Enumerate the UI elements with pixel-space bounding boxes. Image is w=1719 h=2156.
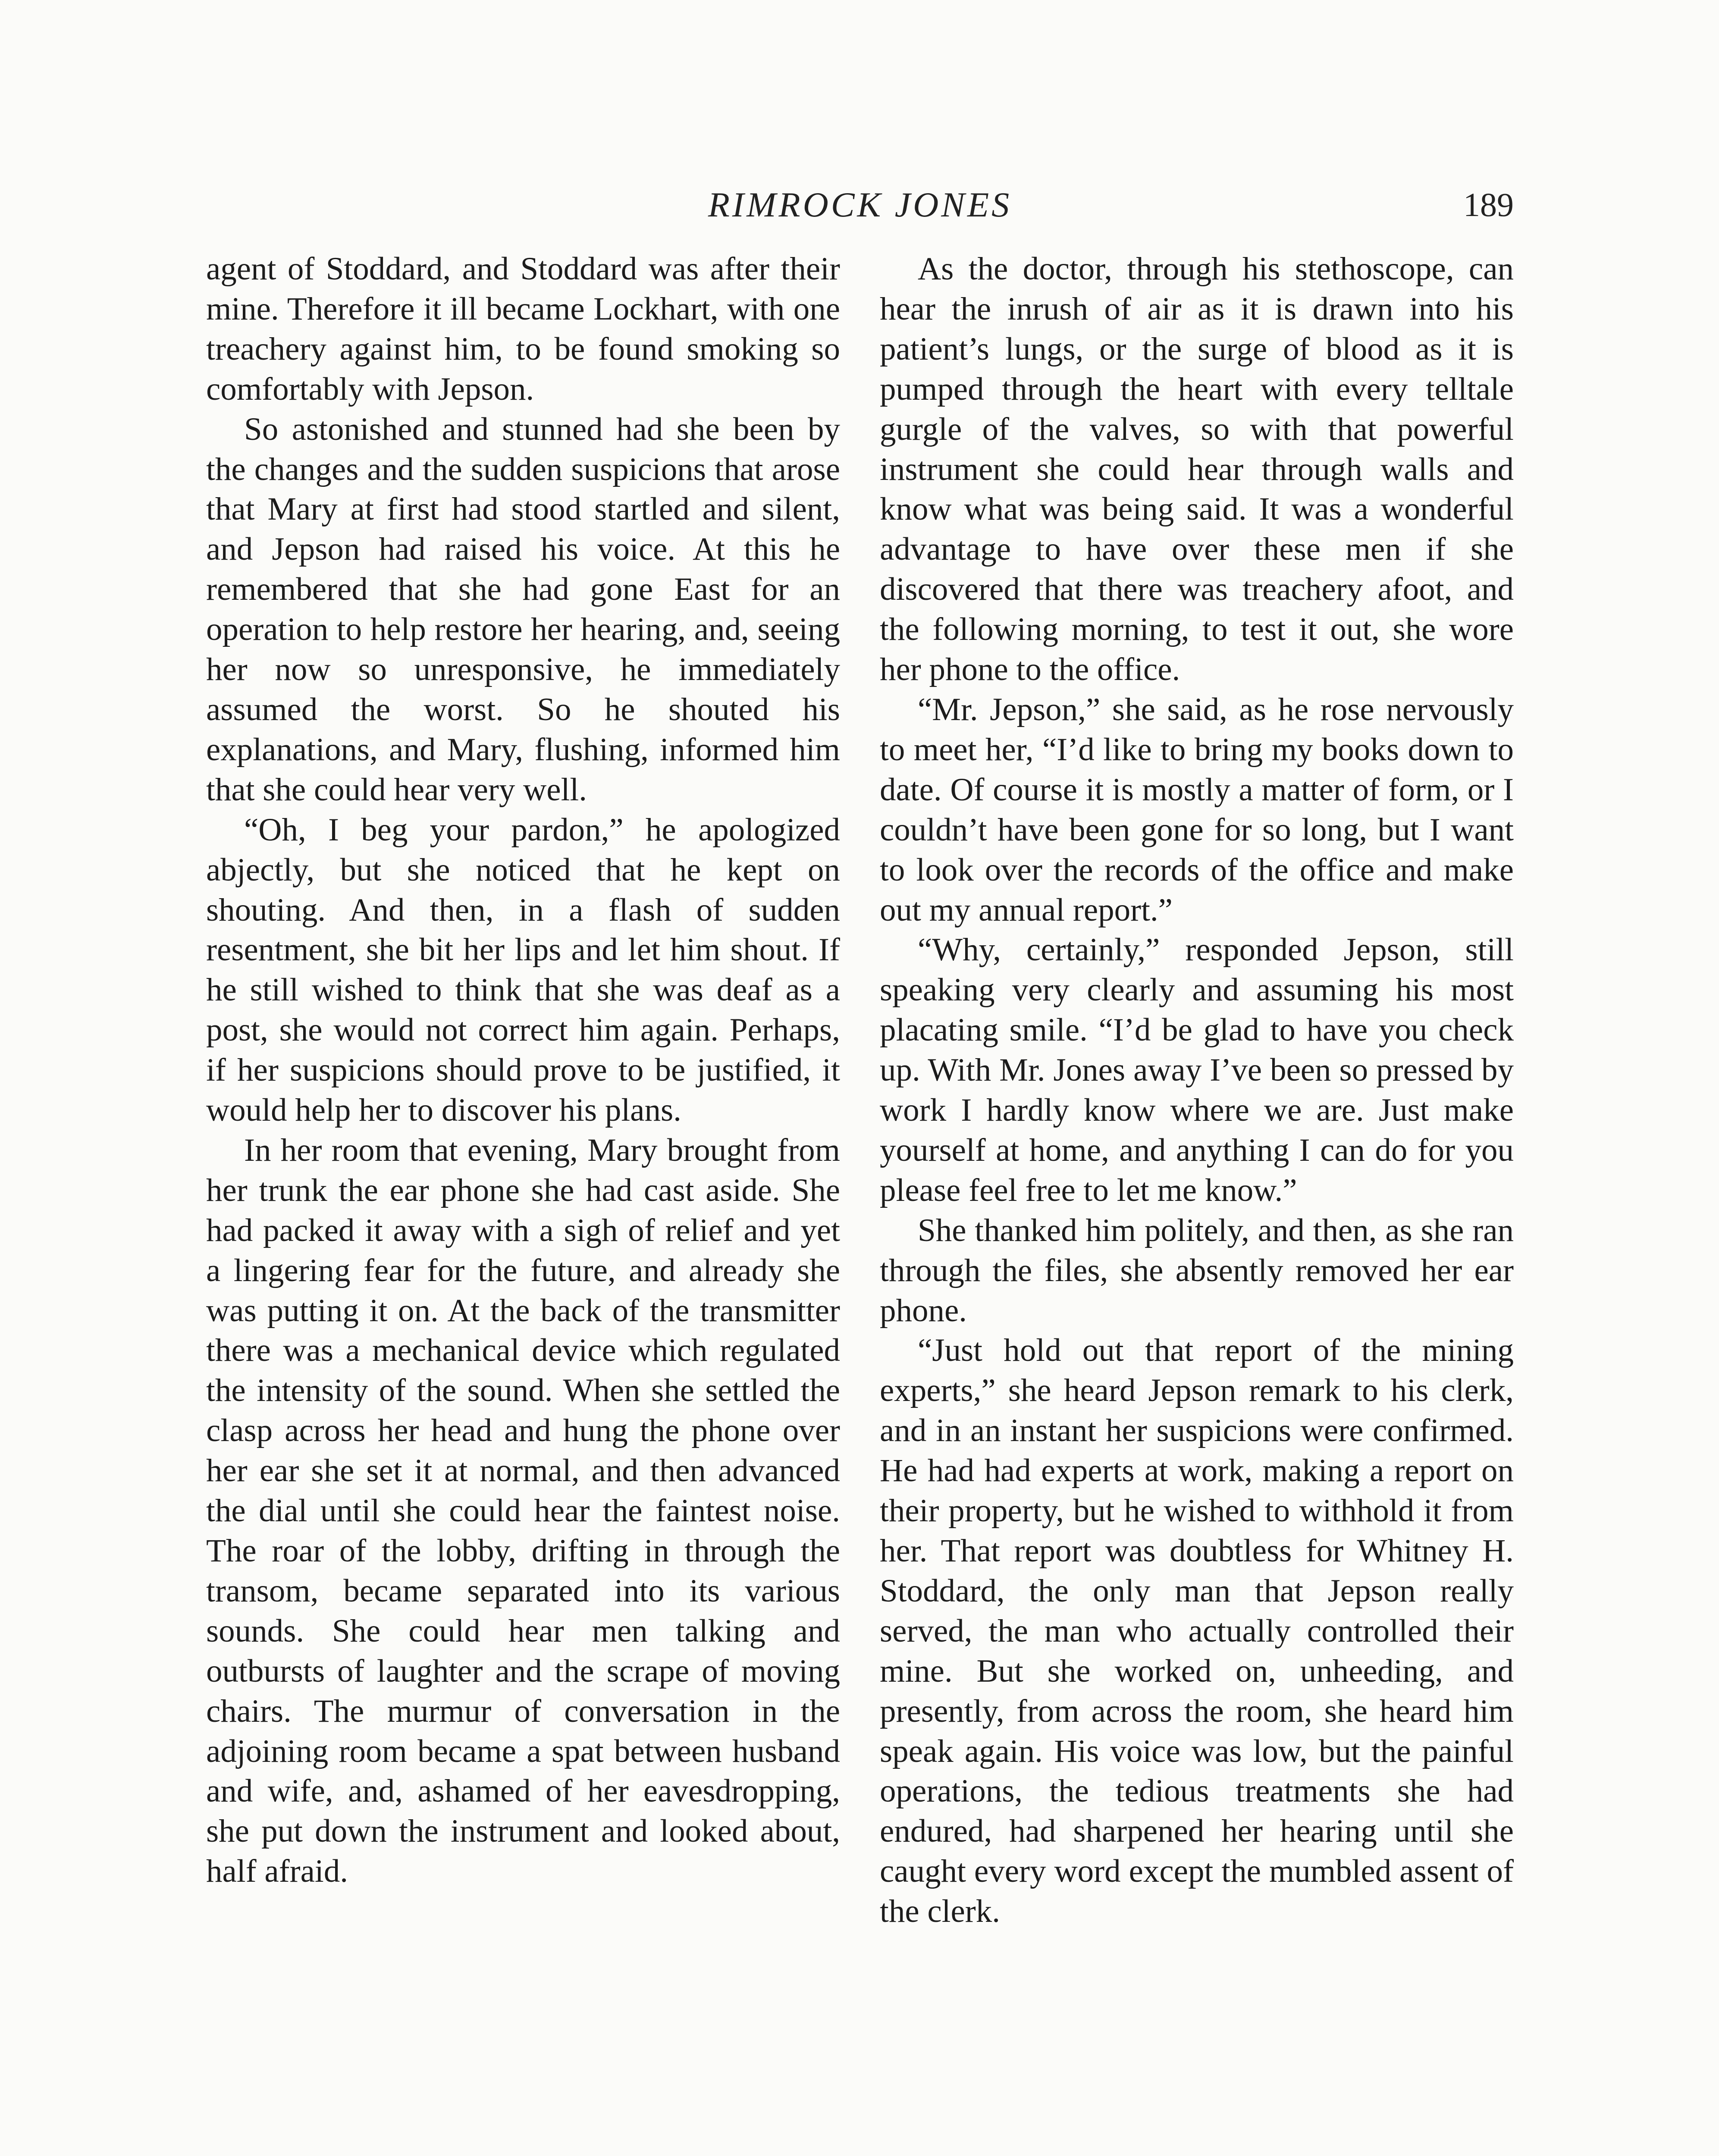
paragraph: “Oh, I beg your pardon,” he apologized abjectly, but she noticed that he kept on shouting. And then, in a flash of sudden resentment, she bit her lips and let him shout. If he still wished to think that she was deaf as a post, she would not correct him again. Perhaps, if her suspicions should prove to be justified, it would help her to discover his plans. xyxy=(206,812,840,1128)
paragraph: agent of Stoddard, and Stoddard was after their mine. Therefore it ill became Lockhart, with one treachery against him, to be found smoking so comfortably with Jepson. xyxy=(206,251,840,407)
page-number: 189 xyxy=(1463,186,1514,223)
paragraph: So astonished and stunned had she been by the changes and the sudden suspicions that arose that Mary at first had stood startled and silent, and Jepson had raised his voice. At this he remembered that she had gone East for an operation to help restore her hearing, and, seeing her now so unresponsive, he immediately assumed the worst. So he shouted his explanations, and Mary, flushing, informed him that she could hear very well. xyxy=(206,411,840,808)
running-title: RIMROCK JONES xyxy=(708,185,1012,224)
right-column xyxy=(880,249,1514,1932)
paragraph: “Mr. Jepson,” she said, as he rose nervously to meet her, “I’d like to bring my books down to date. Of course it is mostly a matter of form, or I couldn’t have been gone for so long, but I want to look over the records of the office and make out my annual report.” xyxy=(880,691,1514,928)
paragraph: She thanked him politely, and then, as she ran through the files, she absently removed her ear phone. xyxy=(880,1212,1514,1329)
paragraph: “Just hold out that report of the mining experts,” she heard Jepson remark to his clerk, and in an instant her suspicions were confirmed. He had had experts at work, making a report on their property, but he wished to withhold it from her. That report was doubtless for Whitney H. Stoddard, the only man that Jepson really served, the man who actually controlled their mine. But she worked on, unheeding, and presently, from across the room, she heard him speak again. His voice was low, but the painful operations, the tedious treatments she had endured, had sharpened her hearing until she caught every word except the mumbled assent of the clerk. xyxy=(880,1332,1514,1930)
left-column xyxy=(206,249,840,1892)
paragraph: As the doctor, through his stethoscope, can hear the inrush of air as it is drawn into his patient’s lungs, or the surge of blood as it is pumped through the heart with every telltale gurgle of the valves, so with that powerful instrument she could hear through walls and know what was being said. It was a wonderful advantage to have over these men if she discovered that there was treachery afoot, and the following morning, to test it out, she wore her phone to the office. xyxy=(880,251,1514,688)
paragraph: “Why, certainly,” responded Jepson, still speaking very clearly and assuming his most placating smile. “I’d be glad to have you check up. With Mr. Jones away I’ve been so pressed by work I hardly know where we are. Just make yourself at home, and anything I can do for you please feel free to let me know.” xyxy=(880,932,1514,1208)
running-head xyxy=(206,175,1514,235)
paragraph: In her room that evening, Mary brought from her trunk the ear phone she had cast aside. She had packed it away with a sigh of relief and yet a lingering fear for the future, and already she was putting it on. At the back of the transmitter there was a mechanical device which regulated the intensity of the sound. When she settled the clasp across her head and hung the phone over her ear she set it at normal, and then advanced the dial until she could hear the faintest noise. The roar of the lobby, drifting in through the transom, became separated into its various sounds. She could hear men talking and outbursts of laughter and the scrape of moving chairs. The murmur of conversation in the adjoining room became a spat between husband and wife, and, ashamed of her eavesdropping, she put down the instrument and looked about, half afraid. xyxy=(206,1132,840,1890)
